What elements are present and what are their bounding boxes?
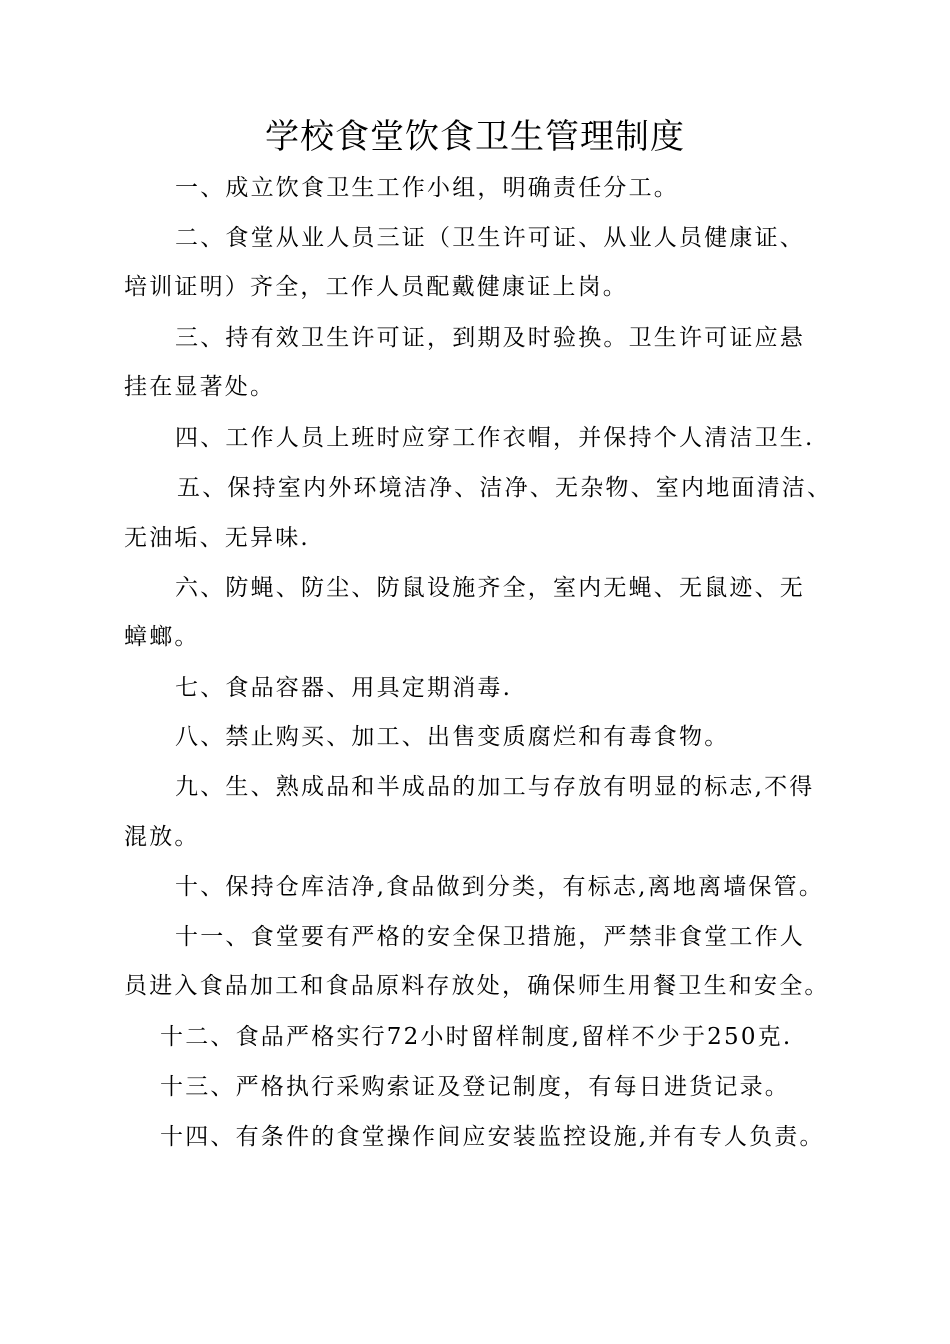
rule-line-5b: 无油垢、无异味. bbox=[124, 525, 310, 551]
rule-line-4: 四、工作人员上班时应穿工作衣帽，并保持个人清洁卫生. bbox=[175, 425, 815, 451]
rule-line-1: 一、成立饮食卫生工作小组，明确责任分工。 bbox=[175, 175, 679, 201]
rule-line-13: 十三、严格执行采购索证及登记制度，有每日进货记录。 bbox=[160, 1074, 790, 1100]
rule-line-7: 七、食品容器、用具定期消毒. bbox=[175, 675, 513, 701]
rule-line-3b: 挂在显著处。 bbox=[124, 374, 276, 400]
rule-line-12: 十二、食品严格实行72小时留样制度,留样不少于250克. bbox=[160, 1024, 793, 1050]
rule-line-2a: 二、食堂从业人员三证（卫生许可证、从业人员健康证、 bbox=[175, 225, 805, 251]
rule-line-9b: 混放。 bbox=[124, 824, 200, 850]
rule-line-6b: 蟑螂。 bbox=[124, 624, 200, 650]
rule-line-10: 十、保持仓库洁净,食品做到分类，有标志,离地离墙保管。 bbox=[175, 874, 825, 900]
rule-line-5a: 五、保持室内外环境洁净、洁净、无杂物、室内地面清洁、 bbox=[177, 475, 833, 501]
rule-line-3a: 三、持有效卫生许可证，到期及时验换。卫生许可证应悬 bbox=[175, 325, 805, 351]
rule-line-8: 八、禁止购买、加工、出售变质腐烂和有毒食物。 bbox=[175, 724, 730, 750]
rule-line-14: 十四、有条件的食堂操作间应安装监控设施,并有专人负责。 bbox=[160, 1124, 825, 1150]
rule-line-11b: 员进入食品加工和食品原料存放处，确保师生用餐卫生和安全。 bbox=[124, 973, 830, 999]
rule-line-9a: 九、生、熟成品和半成品的加工与存放有明显的标志,不得 bbox=[175, 774, 815, 800]
rule-line-6a: 六、防蝇、防尘、防鼠设施齐全，室内无蝇、无鼠迹、无 bbox=[175, 575, 805, 601]
document-title: 学校食堂饮食卫生管理制度 bbox=[265, 117, 685, 157]
rule-line-2b: 培训证明）齐全，工作人员配戴健康证上岗。 bbox=[124, 274, 628, 300]
rule-line-11a: 十一、食堂要有严格的安全保卫措施，严禁非食堂工作人 bbox=[175, 924, 805, 950]
